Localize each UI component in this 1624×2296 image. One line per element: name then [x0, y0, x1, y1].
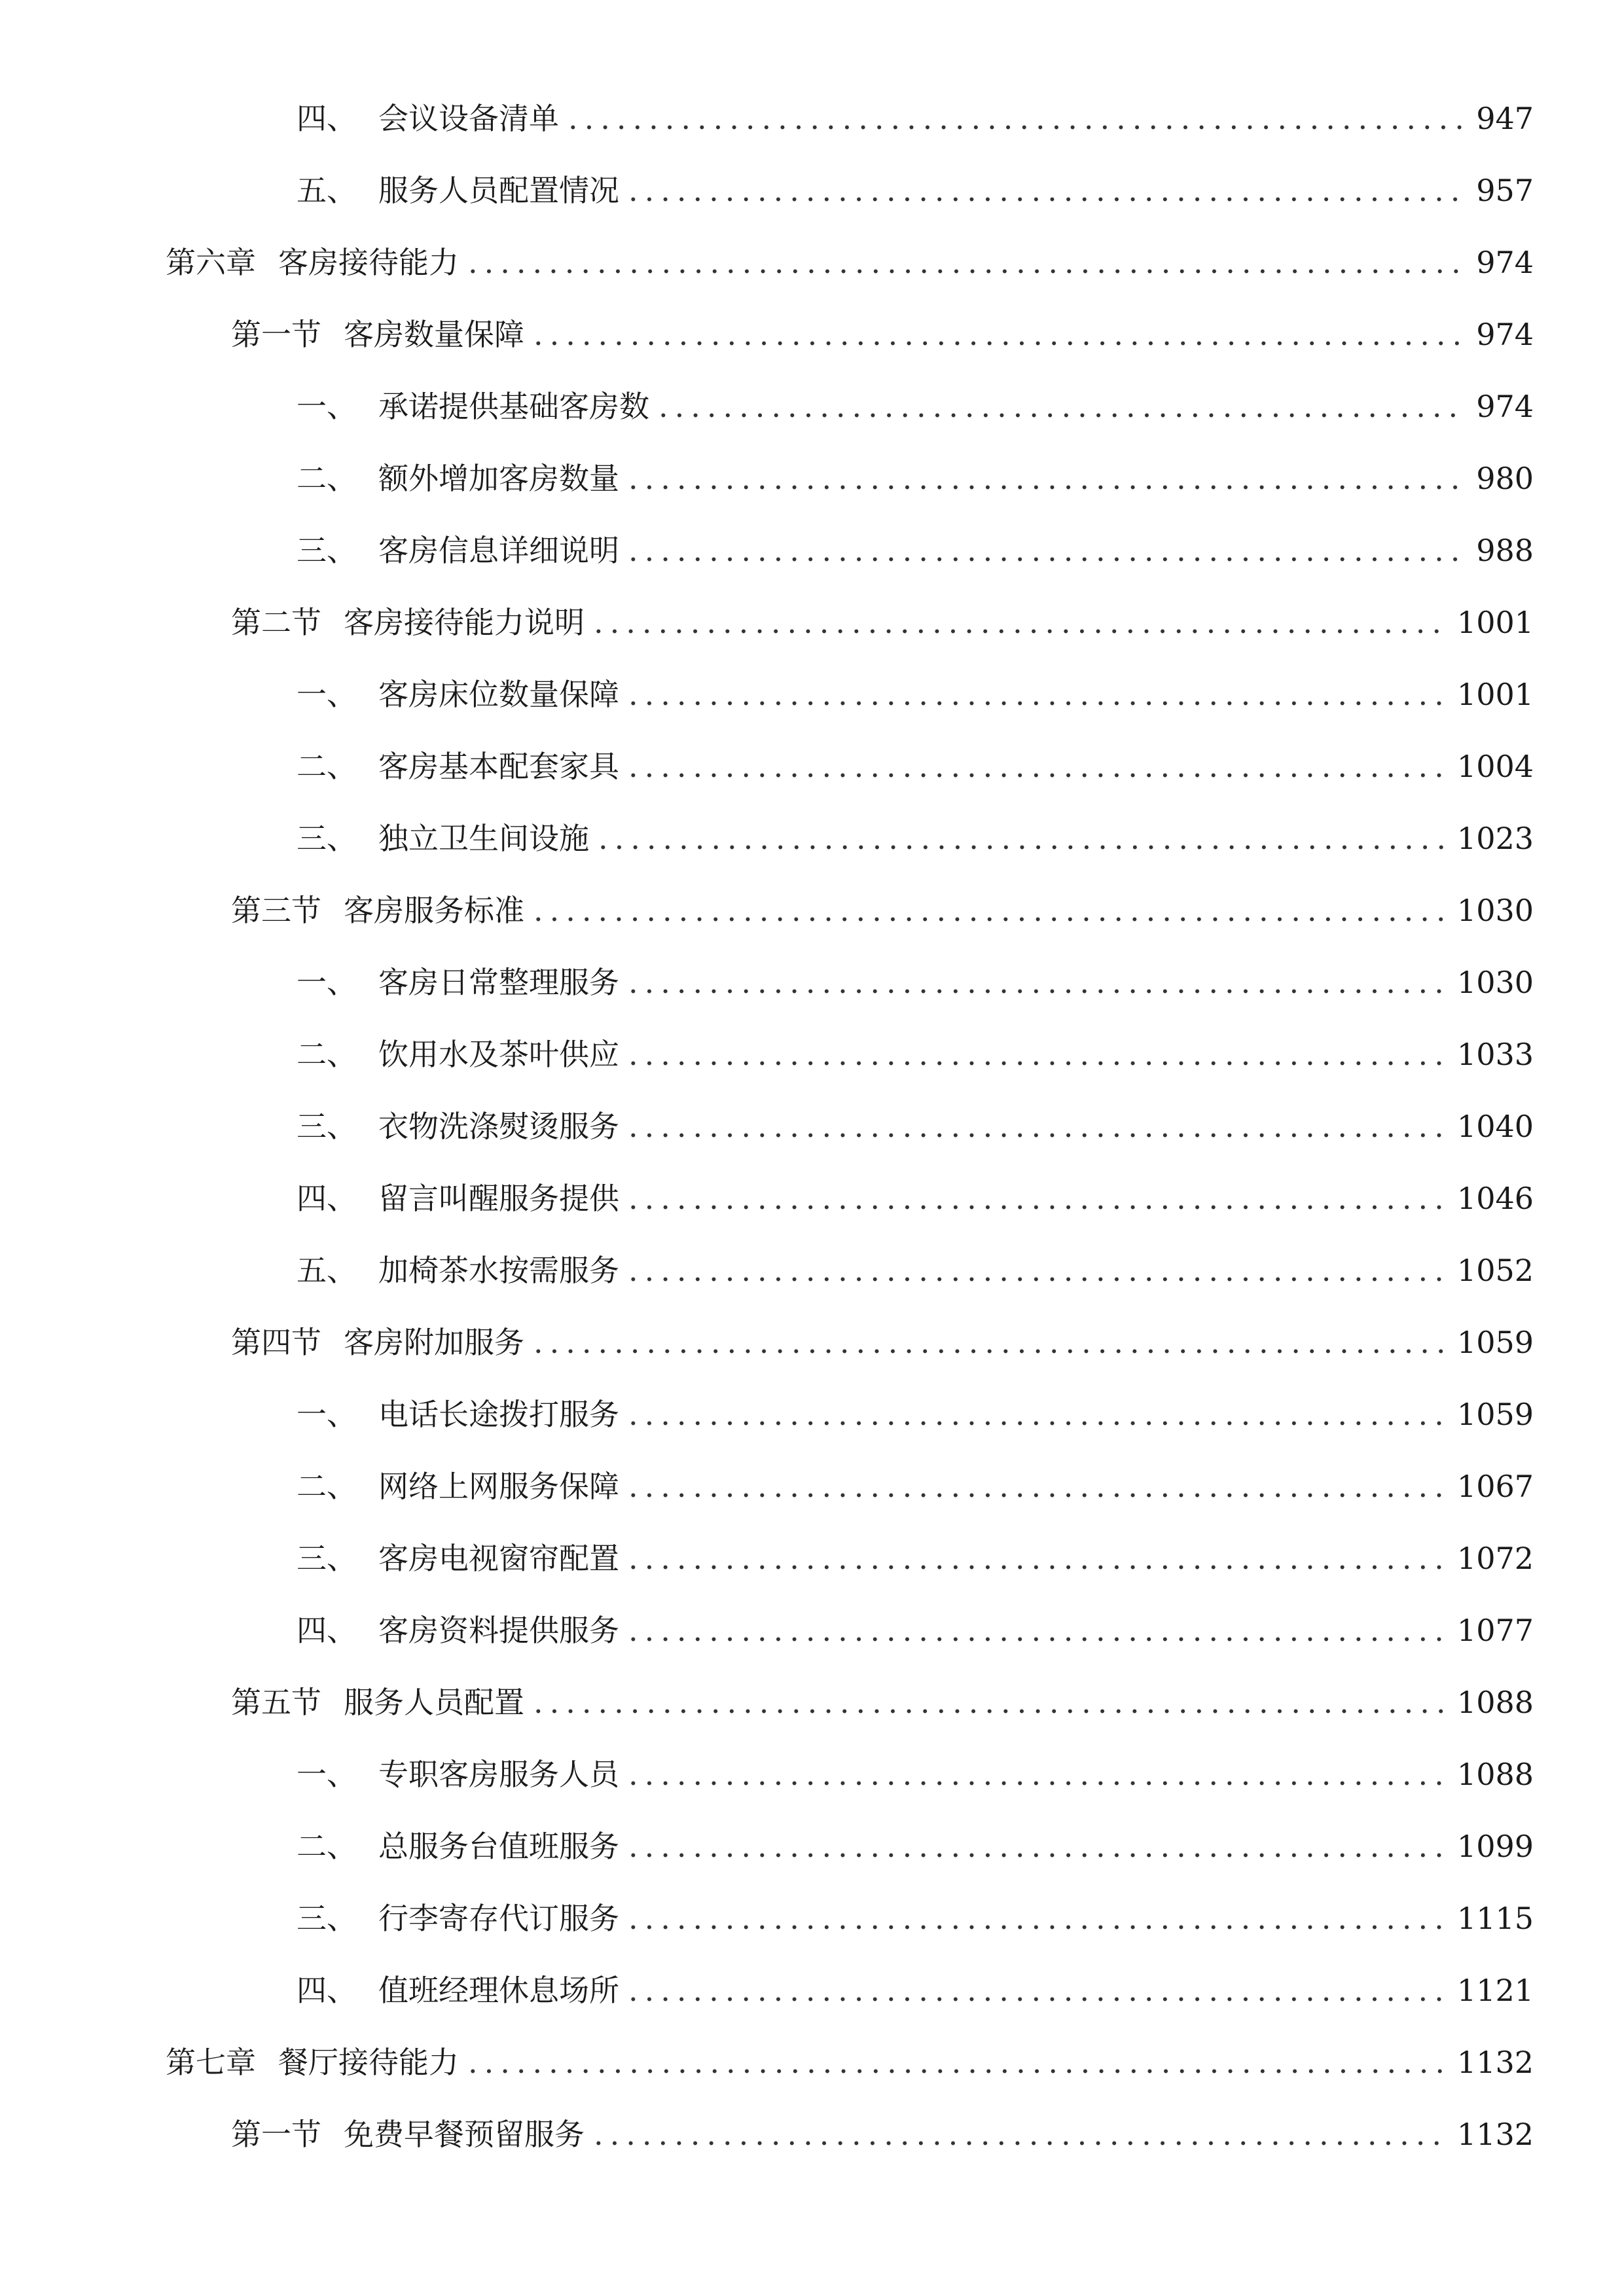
toc-entry[interactable] [0, 672, 1624, 717]
toc-dot-leader [628, 1607, 1445, 1653]
toc-entry-number: 第四节 [231, 1325, 321, 1360]
toc-entry[interactable] [0, 1823, 1624, 1869]
toc-entry-page: 974 [1476, 389, 1534, 424]
toc-entry-number: 第五节 [231, 1685, 321, 1720]
toc-entry-page: 1132 [1456, 2117, 1534, 2152]
toc-dot-leader [628, 1967, 1445, 2013]
toc-entry-number: 五、 [297, 1253, 357, 1288]
toc-entry-page: 1121 [1456, 1973, 1534, 2008]
toc-dot-leader [594, 2111, 1445, 2157]
toc-dot-leader [628, 960, 1445, 1005]
toc-entry[interactable] [0, 1175, 1624, 1221]
toc-entry-title: 饮用水及茶叶供应 [378, 1037, 619, 1072]
toc-entry-title: 客房接待能力说明 [344, 605, 585, 640]
toc-entry-page: 1023 [1456, 821, 1534, 856]
toc-entry-number: 三、 [297, 1109, 357, 1144]
toc-entry[interactable] [0, 744, 1624, 789]
toc-entry-page: 1033 [1456, 1037, 1534, 1072]
toc-dot-leader [628, 672, 1445, 717]
toc-dot-leader [628, 1823, 1445, 1869]
toc-entry-title: 加椅茶水按需服务 [378, 1253, 619, 1288]
toc-dot-leader [568, 96, 1464, 141]
toc-entry-number: 二、 [297, 1469, 357, 1504]
toc-entry-page: 1001 [1456, 605, 1534, 640]
toc-entry-title: 衣物洗涤熨烫服务 [378, 1109, 619, 1144]
toc-dot-leader [468, 240, 1464, 285]
toc-entry[interactable] [0, 312, 1624, 357]
toc-entry-page: 1040 [1456, 1109, 1534, 1144]
toc-entry-title: 免费早餐预留服务 [344, 2117, 585, 2152]
toc-entry-number: 一、 [297, 1757, 357, 1792]
toc-entry-number: 三、 [297, 1901, 357, 1936]
toc-entry-number: 三、 [297, 1541, 357, 1576]
toc-dot-leader [628, 1103, 1445, 1149]
toc-entry-title: 客房床位数量保障 [378, 677, 619, 712]
toc-dot-leader [628, 744, 1445, 789]
toc-entry-number: 四、 [297, 101, 357, 136]
toc-entry-page: 1088 [1456, 1685, 1534, 1720]
toc-entry-title: 网络上网服务保障 [378, 1469, 619, 1504]
toc-entry-title: 客房接待能力 [278, 245, 459, 280]
toc-entry-title: 值班经理休息场所 [378, 1973, 619, 2008]
toc-dot-leader [628, 528, 1464, 573]
toc-entry[interactable] [0, 1607, 1624, 1653]
toc-entry[interactable] [0, 96, 1624, 141]
toc-dot-leader [628, 1895, 1445, 1941]
toc-entry-number: 第七章 [166, 2045, 256, 2080]
toc-entry-page: 1067 [1456, 1469, 1534, 1504]
toc-entry-page: 1052 [1456, 1253, 1534, 1288]
toc-dot-leader [533, 888, 1445, 933]
toc-entry-title: 客房电视窗帘配置 [378, 1541, 619, 1576]
toc-entry-title: 行李寄存代订服务 [378, 1901, 619, 1936]
toc-entry-number: 一、 [297, 1397, 357, 1432]
toc-entry[interactable] [0, 600, 1624, 645]
toc-entry-page: 947 [1476, 101, 1534, 136]
toc-entry-number: 一、 [297, 965, 357, 1000]
toc-entry-number: 第三节 [231, 893, 321, 928]
toc-dot-leader [468, 2039, 1445, 2085]
toc-entry-page: 1072 [1456, 1541, 1534, 1576]
toc-entry-number: 二、 [297, 461, 357, 496]
toc-entry[interactable] [0, 2111, 1624, 2157]
toc-dot-leader [594, 600, 1445, 645]
toc-entry-page: 1077 [1456, 1613, 1534, 1648]
toc-entry-title: 服务人员配置 [344, 1685, 524, 1720]
toc-entry-number: 三、 [297, 821, 357, 856]
toc-entry[interactable] [0, 888, 1624, 933]
toc-entry-page: 1088 [1456, 1757, 1534, 1792]
toc-entry-page: 1132 [1456, 2045, 1534, 2080]
toc-entry-page: 1099 [1456, 1829, 1534, 1864]
toc-entry[interactable] [0, 1103, 1624, 1149]
toc-entry[interactable] [0, 816, 1624, 861]
toc-entry-title: 客房信息详细说明 [378, 533, 619, 568]
toc-entry-title: 客房数量保障 [344, 317, 524, 352]
toc-entry[interactable] [0, 1679, 1624, 1725]
toc-dot-leader [598, 816, 1445, 861]
toc-entry-number: 第一节 [231, 2117, 321, 2152]
toc-entry-page: 974 [1476, 245, 1534, 280]
toc-entry[interactable] [0, 1751, 1624, 1797]
toc-entry-title: 会议设备清单 [378, 101, 559, 136]
toc-dot-leader [628, 1175, 1445, 1221]
toc-entry-number: 四、 [297, 1181, 357, 1216]
toc-entry-title: 服务人员配置情况 [378, 173, 619, 208]
toc-entry-title: 客房服务标准 [344, 893, 524, 928]
toc-dot-leader [533, 1679, 1445, 1725]
toc-entry-page: 1001 [1456, 677, 1534, 712]
toc-entry-page: 1046 [1456, 1181, 1534, 1216]
toc-entry-number: 四、 [297, 1973, 357, 2008]
toc-entry-title: 客房基本配套家具 [378, 749, 619, 784]
toc-entry[interactable] [0, 168, 1624, 213]
toc-entry-number: 第二节 [231, 605, 321, 640]
toc-entry-number: 一、 [297, 677, 357, 712]
toc-dot-leader [628, 168, 1464, 213]
toc-entry-title: 留言叫醒服务提供 [378, 1181, 619, 1216]
toc-entry-number: 第六章 [166, 245, 256, 280]
toc-entry[interactable] [0, 456, 1624, 501]
toc-entry[interactable] [0, 384, 1624, 429]
toc-entry-title: 承诺提供基础客房数 [378, 389, 649, 424]
toc-dot-leader [659, 384, 1464, 429]
toc-entry-number: 第一节 [231, 317, 321, 352]
toc-entry-page: 1030 [1456, 965, 1534, 1000]
toc-entry-page: 1059 [1456, 1397, 1534, 1432]
toc-entry-title: 客房附加服务 [344, 1325, 524, 1360]
toc-entry-page: 1004 [1456, 749, 1534, 784]
toc-entry[interactable] [0, 1535, 1624, 1581]
toc-entry-title: 额外增加客房数量 [378, 461, 619, 496]
toc-dot-leader [533, 312, 1464, 357]
toc-entry[interactable] [0, 240, 1624, 285]
toc-entry-page: 974 [1476, 317, 1534, 352]
toc-entry[interactable] [0, 2039, 1624, 2085]
toc-entry-title: 客房资料提供服务 [378, 1613, 619, 1648]
toc-entry-page: 957 [1476, 173, 1534, 208]
toc-entry[interactable] [0, 1319, 1624, 1365]
toc-entry-number: 三、 [297, 533, 357, 568]
toc-entry-number: 一、 [297, 389, 357, 424]
toc-entry-page: 988 [1476, 533, 1534, 568]
toc-entry-number: 二、 [297, 1829, 357, 1864]
toc-entry-page: 1030 [1456, 893, 1534, 928]
toc-dot-leader [628, 1463, 1445, 1509]
toc-entry-number: 二、 [297, 1037, 357, 1072]
toc-entry[interactable] [0, 1391, 1624, 1437]
toc-entry[interactable] [0, 1247, 1624, 1293]
toc-entry-title: 电话长途拨打服务 [378, 1397, 619, 1432]
toc-entry-page: 1115 [1456, 1901, 1534, 1936]
toc-entry-page: 980 [1476, 461, 1534, 496]
toc-entry[interactable] [0, 1463, 1624, 1509]
toc-entry-title: 餐厅接待能力 [278, 2045, 459, 2080]
toc-entry-title: 客房日常整理服务 [378, 965, 619, 1000]
toc-entry[interactable] [0, 960, 1624, 1005]
toc-entry-number: 四、 [297, 1613, 357, 1648]
toc-dot-leader [533, 1319, 1445, 1365]
toc-entry-title: 总服务台值班服务 [378, 1829, 619, 1864]
toc-entry-page: 1059 [1456, 1325, 1534, 1360]
toc-entry-number: 五、 [297, 173, 357, 208]
toc-dot-leader [628, 1391, 1445, 1437]
toc-dot-leader [628, 1247, 1445, 1293]
toc-dot-leader [628, 1031, 1445, 1077]
toc-entry[interactable] [0, 1031, 1624, 1077]
toc-dot-leader [628, 1535, 1445, 1581]
toc-entry-number: 二、 [297, 749, 357, 784]
toc-entry-title: 专职客房服务人员 [378, 1757, 619, 1792]
toc-dot-leader [628, 1751, 1445, 1797]
toc-entry[interactable] [0, 1967, 1624, 2013]
toc-dot-leader [628, 456, 1464, 501]
toc-entry-title: 独立卫生间设施 [378, 821, 589, 856]
toc-entry[interactable] [0, 1895, 1624, 1941]
toc-entry[interactable] [0, 528, 1624, 573]
